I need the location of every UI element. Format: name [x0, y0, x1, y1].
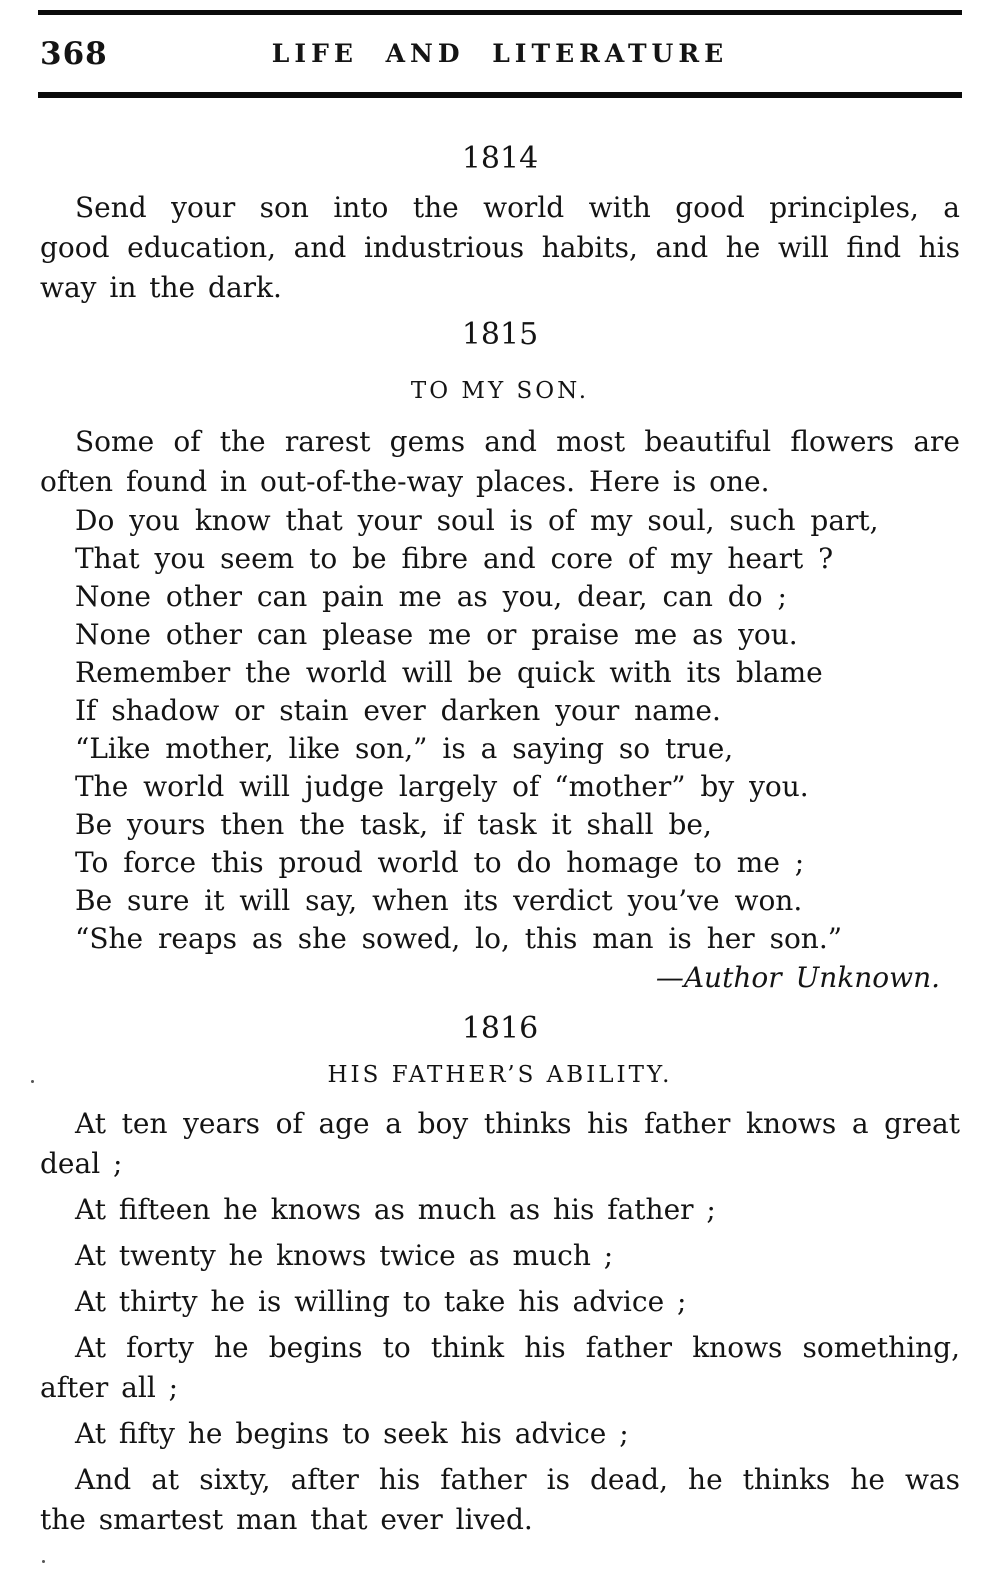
page-header [38, 15, 962, 92]
poem-line: Be sure it will say, when its verdict you’ve won. [75, 884, 803, 917]
poem-line: Do you know that your soul is of my soul, such part, [75, 504, 879, 537]
text-line: At twenty he knows twice as much ; [75, 1239, 614, 1272]
text-line: At thirty he is willing to take his advice ; [75, 1285, 687, 1318]
poem-line: None other can pain me as you, dear, can do ; [75, 580, 787, 613]
entry-1814-paragraph [40, 188, 960, 308]
print-speck [42, 1560, 45, 1563]
poem-line: If shadow or stain ever darken your name. [75, 694, 721, 727]
text-line: way in the dark. [40, 271, 282, 304]
entry-1815-intro [40, 422, 960, 502]
age-stanza [40, 1328, 960, 1408]
text-line: often found in out-of-the-way places. Here is one. [40, 465, 770, 498]
age-stanza [40, 1282, 960, 1322]
text-line: the smartest man that ever lived. [40, 1503, 533, 1536]
header-rule [38, 92, 962, 98]
age-stanza [40, 1190, 960, 1230]
age-stanza [40, 1460, 960, 1540]
poem-line: Be yours then the task, if task it shall be, [75, 808, 712, 841]
age-stanza [40, 1104, 960, 1184]
entry-heading-1816: 1816 [461, 1011, 539, 1046]
poem [40, 502, 960, 958]
text-line: And at sixty, after his father is dead, he thinks he was [75, 1463, 960, 1496]
print-speck [31, 1080, 34, 1083]
poem-attribution: —Author Unknown. [655, 961, 940, 994]
running-title: LIFE AND LITERATURE [271, 39, 729, 68]
page-content [0, 142, 1000, 1540]
text-line: after all ; [40, 1371, 179, 1404]
text-line: good education, and industrious habits, and he will find his [40, 231, 960, 264]
text-line: Some of the rarest gems and most beautiful flowers are [75, 425, 960, 458]
entry-heading-1815: 1815 [461, 317, 539, 352]
poem-line: “She reaps as she sowed, lo, this man is her son.” [75, 922, 843, 955]
age-stanza [40, 1414, 960, 1454]
age-stanza [40, 1236, 960, 1276]
poem-line: The world will judge largely of “mother” by you. [75, 770, 809, 803]
entry-1816-body [40, 1104, 960, 1540]
text-line: At fifteen he knows as much as his father ; [75, 1193, 716, 1226]
poem-line: That you seem to be fibre and core of my heart ? [75, 542, 834, 575]
poem-line: Remember the world will be quick with its blame [75, 656, 823, 689]
poem-line: To force this proud world to do homage to me ; [75, 846, 805, 879]
text-line: At forty he begins to think his father knows something, [75, 1331, 960, 1364]
text-line: At fifty he begins to seek his advice ; [75, 1417, 629, 1450]
poem-line: None other can please me or praise me as you. [75, 618, 798, 651]
text-line: deal ; [40, 1147, 123, 1180]
page-number: 368 [40, 35, 108, 72]
entry-heading-1814: 1814 [461, 141, 539, 176]
poem-line: “Like mother, like son,” is a saying so true, [75, 732, 734, 765]
entry-title-his-fathers-ability: HIS FATHER’S ABILITY. [327, 1062, 673, 1088]
text-line: Send your son into the world with good principles, a [75, 191, 960, 224]
text-line: At ten years of age a boy thinks his father knows a great [75, 1107, 960, 1140]
entry-title-to-my-son: TO MY SON. [410, 378, 590, 404]
